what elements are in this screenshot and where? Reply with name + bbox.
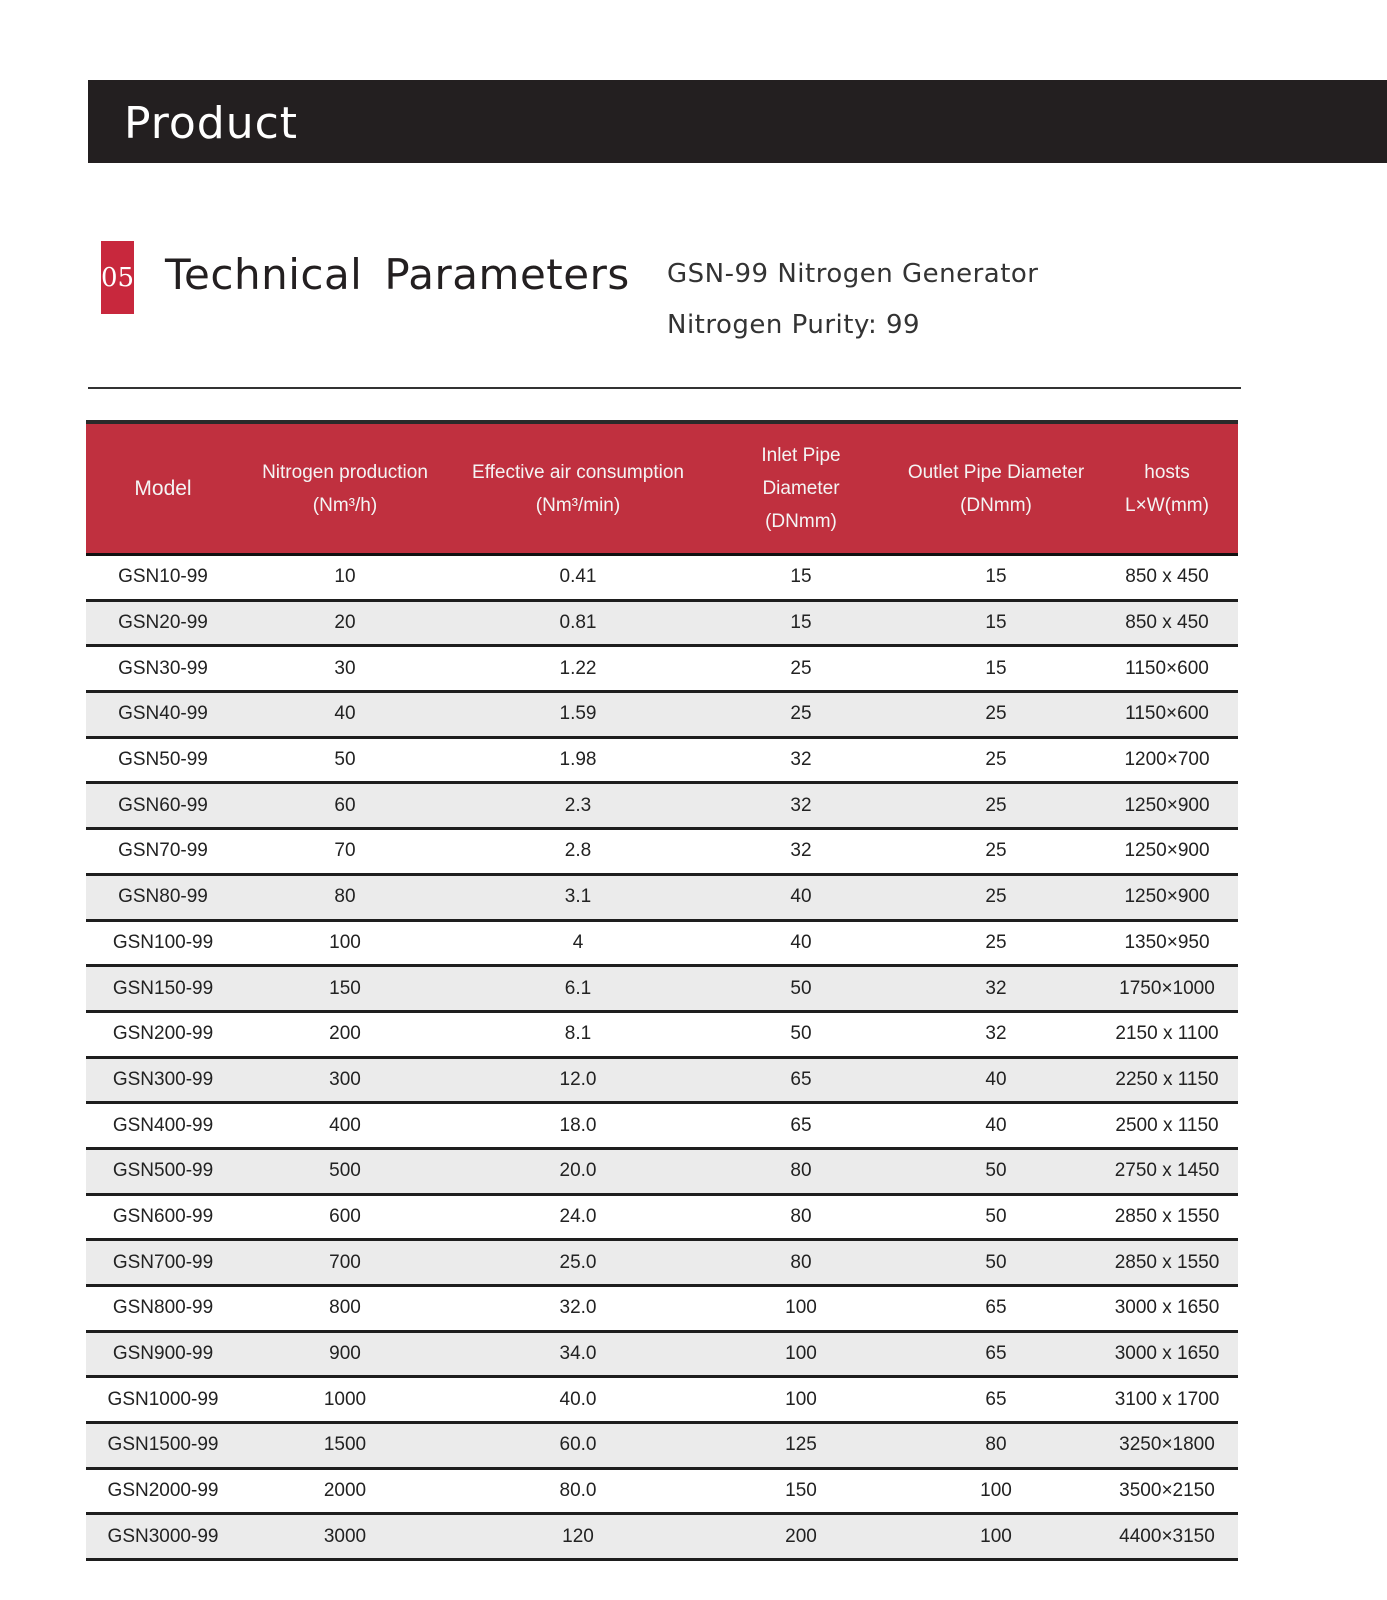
table-cell: 32: [985, 1023, 1007, 1045]
table-cell: GSN80-99: [118, 886, 208, 908]
table-cell: 25: [985, 794, 1007, 816]
table-cell: 80: [985, 1434, 1007, 1456]
table-cell: 8.1: [564, 1023, 592, 1045]
table-cell: GSN400-99: [112, 1114, 214, 1136]
table-cell: 1.59: [559, 703, 597, 725]
table-row: [86, 1241, 1238, 1287]
table-cell: 32: [790, 794, 812, 816]
header-air-consumption: [450, 424, 706, 553]
table-cell: 1250×900: [1124, 794, 1210, 816]
table-cell: 3.1: [564, 886, 592, 908]
header-text: hosts: [1144, 461, 1190, 483]
header-text: (Nm³/min): [535, 494, 621, 516]
table-cell: 32: [790, 749, 812, 771]
table-cell: GSN500-99: [112, 1160, 214, 1182]
table-cell: 2000: [323, 1480, 367, 1502]
table-cell: 50: [985, 1205, 1007, 1227]
table-cell: 65: [985, 1388, 1007, 1410]
table-row: [86, 556, 1238, 602]
table-cell: 1200×700: [1124, 749, 1210, 771]
table-cell: 1150×600: [1125, 703, 1209, 725]
table-cell: 1350×950: [1124, 931, 1210, 953]
table-cell: 25: [790, 657, 812, 679]
table-row: [86, 602, 1238, 648]
table-cell: 120: [562, 1525, 594, 1547]
table-cell: 850 x 450: [1125, 612, 1209, 634]
table-cell: 32: [790, 840, 812, 862]
table-cell: 1750×1000: [1119, 977, 1215, 999]
table-cell: GSN800-99: [112, 1297, 214, 1319]
table-cell: 10: [334, 566, 356, 588]
table-cell: 80: [334, 886, 356, 908]
table-row: [86, 922, 1238, 968]
table-cell: 2850 x 1550: [1114, 1205, 1220, 1227]
header-text: (DNmm): [960, 494, 1032, 516]
table-cell: 15: [985, 566, 1007, 588]
table-cell: 65: [790, 1114, 812, 1136]
banner-title: Product: [124, 98, 299, 149]
table-cell: 600: [329, 1205, 361, 1227]
table-cell: 100: [785, 1297, 817, 1319]
table-cell: 24.0: [559, 1205, 597, 1227]
table-cell: 65: [985, 1343, 1007, 1365]
table-cell: 25.0: [559, 1251, 597, 1273]
table-cell: 3000 x 1650: [1114, 1297, 1220, 1319]
table-cell: 400: [329, 1114, 361, 1136]
table-cell: 32.0: [559, 1297, 597, 1319]
table-cell: 100: [329, 931, 361, 953]
table-cell: 2500 x 1150: [1115, 1114, 1219, 1136]
table-cell: 0.81: [559, 612, 597, 634]
header-inlet-pipe: [706, 424, 896, 553]
table-cell: 1500: [323, 1434, 367, 1456]
table-cell: 3100 x 1700: [1114, 1388, 1220, 1410]
table-cell: 60.0: [559, 1434, 597, 1456]
table-cell: 70: [334, 840, 356, 862]
table-cell: 100: [785, 1343, 817, 1365]
table-cell: 500: [329, 1160, 361, 1182]
table-cell: 3500×2150: [1119, 1480, 1215, 1502]
table-cell: 50: [985, 1251, 1007, 1273]
table-row: [86, 739, 1238, 785]
table-cell: 0.41: [559, 566, 597, 588]
table-cell: 40: [790, 931, 812, 953]
table-cell: GSN70-99: [118, 840, 208, 862]
table-cell: 80: [790, 1205, 812, 1227]
table-row: [86, 647, 1238, 693]
table-cell: 50: [334, 749, 356, 771]
table-cell: 20.0: [559, 1160, 597, 1182]
table-cell: 40: [985, 1068, 1007, 1090]
header-nitrogen-production: [240, 424, 450, 553]
table-row: [86, 1515, 1238, 1561]
table-cell: 2750 x 1450: [1114, 1160, 1220, 1182]
header-hosts: [1096, 424, 1238, 553]
table-cell: GSN700-99: [112, 1251, 214, 1273]
table-row: [86, 693, 1238, 739]
table-cell: 50: [790, 977, 812, 999]
table-cell: 1.22: [559, 657, 597, 679]
table-cell: 25: [985, 749, 1007, 771]
table-cell: 100: [980, 1480, 1012, 1502]
table-body: [86, 556, 1238, 1561]
table-cell: GSN30-99: [118, 657, 208, 679]
table-cell: 1000: [323, 1388, 367, 1410]
table-cell: 50: [790, 1023, 812, 1045]
header-text: Model: [134, 477, 192, 500]
table-cell: 32: [985, 977, 1007, 999]
table-cell: GSN10-99: [118, 566, 208, 588]
header-text: Nitrogen production: [262, 461, 428, 483]
table-cell: GSN20-99: [118, 612, 208, 634]
table-cell: 3250×1800: [1119, 1434, 1215, 1456]
table-cell: 2850 x 1550: [1114, 1251, 1220, 1273]
table-cell: 25: [985, 703, 1007, 725]
table-cell: 80: [790, 1251, 812, 1273]
table-row: [86, 1013, 1238, 1059]
table-cell: 2.3: [564, 794, 592, 816]
table-cell: 25: [985, 840, 1007, 862]
table-cell: GSN200-99: [112, 1023, 214, 1045]
header-text: Diameter: [762, 478, 840, 499]
table-cell: 100: [980, 1525, 1012, 1547]
table-cell: 18.0: [559, 1114, 597, 1136]
table-cell: 1250×900: [1124, 886, 1210, 908]
table-row: [86, 1104, 1238, 1150]
table-cell: GSN3000-99: [107, 1525, 219, 1547]
table-cell: 60: [334, 794, 356, 816]
table-cell: 6.1: [564, 977, 592, 999]
table-cell: 80: [790, 1160, 812, 1182]
table-cell: 40.0: [559, 1388, 597, 1410]
table-cell: 150: [785, 1480, 817, 1502]
table-row: [86, 784, 1238, 830]
divider: [88, 387, 1241, 389]
section-title-part1: Technical: [165, 250, 363, 299]
table-cell: GSN600-99: [112, 1205, 214, 1227]
header-text: (Nm³/h): [312, 494, 378, 516]
header-text: Outlet Pipe Diameter: [907, 461, 1085, 483]
table-cell: 15: [985, 612, 1007, 634]
table-cell: GSN40-99: [118, 703, 208, 725]
table-cell: 800: [329, 1297, 361, 1319]
table-cell: 25: [985, 886, 1007, 908]
table-cell: 50: [985, 1160, 1007, 1182]
table-cell: 20: [334, 612, 356, 634]
section-number-badge: 05: [101, 241, 134, 314]
header-text: (DNmm): [765, 511, 837, 532]
table-cell: GSN50-99: [118, 749, 208, 771]
table-cell: 30: [334, 657, 356, 679]
section-title-part2: Parameters: [384, 250, 630, 299]
table-cell: 1.98: [559, 749, 597, 771]
table-row: [86, 1150, 1238, 1196]
table-cell: GSN2000-99: [107, 1480, 219, 1502]
table-cell: 2250 x 1150: [1115, 1068, 1219, 1090]
table-cell: 65: [985, 1297, 1007, 1319]
table-row: [86, 830, 1238, 876]
table-cell: 150: [329, 977, 361, 999]
table-cell: 900: [329, 1343, 361, 1365]
table-cell: 3000 x 1650: [1114, 1343, 1220, 1365]
table-cell: GSN100-99: [112, 931, 214, 953]
table-cell: GSN1500-99: [107, 1434, 219, 1456]
table-cell: 80.0: [559, 1480, 597, 1502]
section-title: [165, 250, 630, 299]
table-row: [86, 967, 1238, 1013]
table-row: [86, 1333, 1238, 1379]
table-cell: 15: [790, 612, 812, 634]
table-cell: 2.8: [564, 840, 592, 862]
table-cell: 65: [790, 1068, 812, 1090]
table-row: [86, 1059, 1238, 1105]
header-text: L×W(mm): [1125, 494, 1209, 516]
product-name: GSN-99 Nitrogen Generator: [667, 259, 1039, 289]
table-cell: GSN60-99: [118, 794, 208, 816]
table-cell: 15: [985, 657, 1007, 679]
table-cell: 200: [329, 1023, 361, 1045]
purity-label: Nitrogen Purity: 99: [667, 310, 921, 340]
table-cell: 40: [790, 886, 812, 908]
table-row: [86, 1424, 1238, 1470]
table-cell: 25: [985, 931, 1007, 953]
table-cell: 3000: [323, 1525, 367, 1547]
table-cell: 25: [790, 703, 812, 725]
table-cell: 40: [985, 1114, 1007, 1136]
header-text: Inlet Pipe: [761, 445, 841, 466]
table-header: [86, 420, 1238, 556]
table-cell: 15: [790, 566, 812, 588]
table-cell: 12.0: [559, 1068, 597, 1090]
table-cell: 2150 x 1100: [1115, 1023, 1219, 1045]
table-cell: GSN150-99: [112, 977, 214, 999]
table-row: [86, 1287, 1238, 1333]
table-cell: 4400×3150: [1119, 1525, 1215, 1547]
table-cell: GSN900-99: [112, 1343, 214, 1365]
table-cell: 200: [785, 1525, 817, 1547]
table-cell: 300: [329, 1068, 361, 1090]
parameters-table: [86, 420, 1238, 1561]
header-outlet-pipe: [896, 424, 1096, 553]
table-row: [86, 1470, 1238, 1516]
table-cell: 850 x 450: [1125, 566, 1209, 588]
table-cell: 700: [329, 1251, 361, 1273]
table-row: [86, 876, 1238, 922]
header-banner: [88, 80, 1387, 163]
table-cell: GSN300-99: [112, 1068, 214, 1090]
table-cell: 4: [572, 931, 584, 953]
table-cell: 40: [334, 703, 356, 725]
table-row: [86, 1378, 1238, 1424]
table-cell: 100: [785, 1388, 817, 1410]
table-cell: 1150×600: [1125, 657, 1209, 679]
header-text: Effective air consumption: [472, 461, 684, 483]
header-model: [86, 424, 240, 553]
table-cell: 34.0: [559, 1343, 597, 1365]
table-cell: GSN1000-99: [107, 1388, 219, 1410]
table-cell: 1250×900: [1124, 840, 1210, 862]
table-cell: 125: [785, 1434, 817, 1456]
table-row: [86, 1196, 1238, 1242]
